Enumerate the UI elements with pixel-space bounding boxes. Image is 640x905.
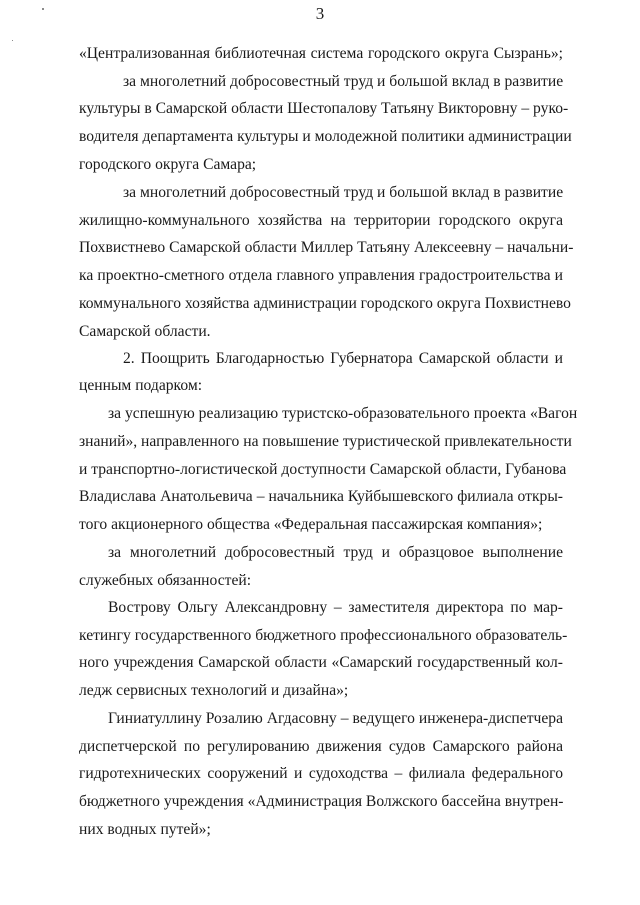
text-line: гидротехнических сооружений и судоходства – филиала федерального (79, 765, 563, 782)
text-line: жилищно-коммунального хозяйства на территории городского округа (79, 212, 563, 229)
text-line: водителя департамента культуры и молодежной политики администрации (79, 128, 572, 145)
text-line: знаний», направленного на повышение туристической привлекательности (79, 433, 572, 450)
text-line: Владислава Анатольевича – начальника Куйбышевского филиала откры- (79, 488, 563, 505)
text-line: диспетчерской по регулированию движения судов Самарского района (79, 738, 563, 755)
text-line: кетингу государственного бюджетного профессионального образователь- (79, 627, 568, 644)
text-line: «Централизованная библиотечная система городского округа Сызрань»; (79, 45, 563, 62)
text-line: Похвистнево Самарской области Миллер Татьяну Алексеевну – начальни- (79, 239, 574, 256)
text-line: того акционерного общества «Федеральная пассажирская компания»; (79, 516, 543, 533)
text-line: Самарской области. (79, 323, 211, 340)
paragraph-first-line: за многолетний добросовестный труд и большой вклад в развитие (123, 73, 564, 90)
text-line: них водных путей»; (79, 821, 211, 838)
paragraph-first-line: за многолетний добросовестный труд и образцовое выполнение (108, 544, 563, 561)
text-line: ледж сервисных технологий и дизайна»; (79, 682, 349, 699)
text-line: культуры в Самарской области Шестопалову Татьяну Викторовну – руко- (79, 100, 569, 117)
text-line: коммунального хозяйства администрации городского округа Похвистнево (79, 295, 571, 312)
paragraph-first-line: Гиниатуллину Розалию Агдасовну – ведущего инженера-диспетчера (108, 710, 563, 727)
text-line: ка проектно-сметного отдела главного управления градостроительства и (79, 267, 563, 284)
paragraph-first-line: 2. Поощрить Благодарностью Губернатора Самарской области и (123, 350, 563, 367)
text-line: городского округа Самара; (79, 156, 257, 173)
scan-speck (12, 40, 13, 41)
paragraph-first-line: за многолетний добросовестный труд и большой вклад в развитие (123, 184, 564, 201)
text-line: и транспортно-логистической доступности Самарской области, Губанова (79, 461, 567, 478)
text-line: служебных обязанностей: (79, 572, 252, 589)
paragraph-first-line: Вострову Ольгу Александровну – заместителя директора по мар- (108, 599, 563, 616)
scan-speck (42, 8, 44, 10)
paragraph-first-line: за успешную реализацию туристско-образовательного проекта «Вагон (108, 405, 578, 422)
text-line: ценным подарком: (79, 377, 203, 394)
text-line: ного учреждения Самарской области «Самарский государственный кол- (79, 654, 563, 671)
page-number: 3 (315, 4, 325, 23)
text-line: бюджетного учреждения «Администрация Волжского бассейна внутрен- (79, 793, 564, 810)
